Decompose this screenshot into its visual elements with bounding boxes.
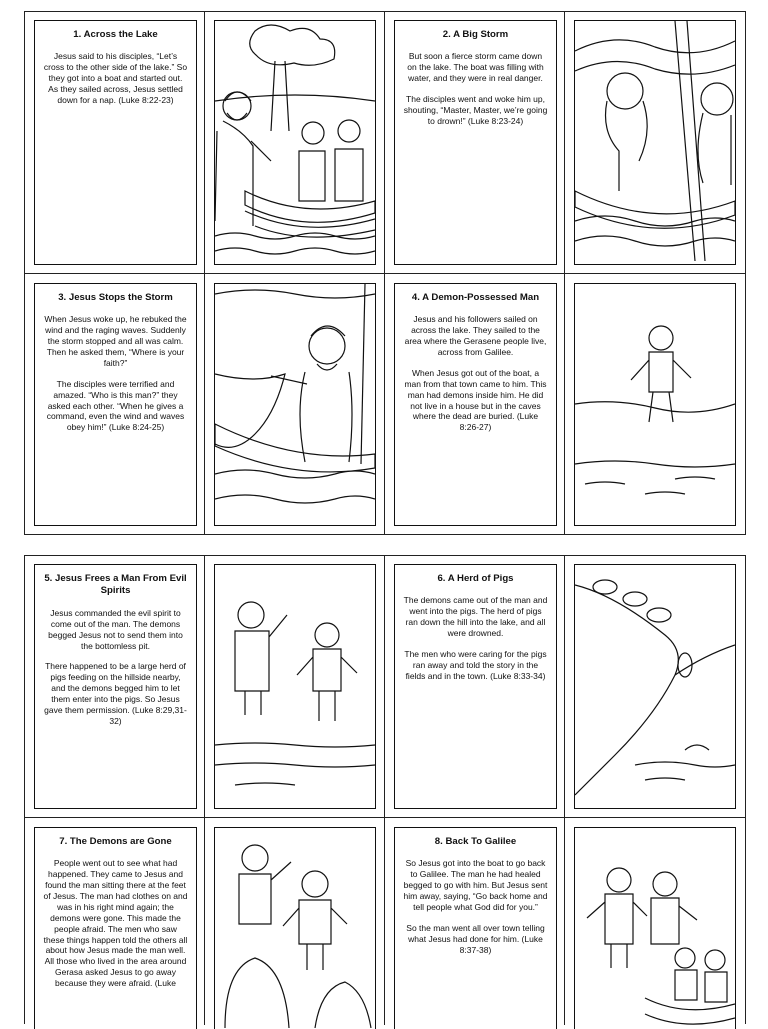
card-4-illustration — [574, 283, 736, 526]
card-paragraph: The men who were caring for the pigs ran away and told the story in the fields and in the town. (Luke 8:33-34) — [404, 648, 547, 681]
card-title: 2. A Big Storm — [442, 29, 509, 40]
card-paragraph: The demons came out of the man and went into the pigs. The herd of pigs ran down the hill into the lake, and all were drowned. — [403, 595, 548, 639]
cell-picture-2 — [565, 12, 745, 274]
cell-picture-4 — [565, 274, 745, 534]
card-title: 5. Jesus Frees a Man From Evil Spirits — [44, 573, 187, 597]
card-paragraph: There happened to be a large herd of pigs feeding on the hillside nearby, and the demons begged him to let them enter into the pigs. So Jesus gave them permission. (Luke 8:29,31-32) — [44, 661, 187, 726]
card-paragraph: The disciples went and woke him up, shouting, “Master, Master, we’re going to drown!” (Luke 8:23-24) — [403, 94, 548, 126]
cell-text-8 — [385, 818, 565, 1025]
card-5-illustration — [214, 564, 376, 809]
card-title: 4. A Demon-Possessed Man — [411, 292, 540, 303]
cell-picture-3 — [205, 274, 385, 534]
card-7-illustration — [214, 827, 376, 1029]
card-7-text — [34, 827, 197, 1029]
cell-text-6 — [385, 556, 565, 818]
cell-text-4 — [385, 274, 565, 534]
sheet-top — [24, 11, 746, 535]
card-title: 1. Across the Lake — [73, 29, 158, 40]
card-2-text — [394, 20, 557, 265]
card-6-illustration — [574, 564, 736, 809]
card-paragraph: Jesus said to his disciples, “Let’s cross to the other side of the lake.” So they got into a boat and started out. As they sailed across, Jesus settled down for a nap. (Luke 8:22-23) — [43, 51, 188, 105]
card-paragraph: The disciples were terrified and amazed. “Who is this man?” they asked each other. “When he gives a command, even the wind and waves obey him!” (Luke 8:24-25) — [46, 378, 185, 433]
cell-picture-8 — [565, 818, 745, 1025]
card-1-text — [34, 20, 197, 265]
card-4-text — [394, 283, 557, 526]
sheet-bottom — [24, 555, 746, 1024]
cell-picture-5 — [205, 556, 385, 818]
card-title: 8. Back To Galilee — [434, 836, 517, 847]
card-paragraph: When Jesus woke up, he rebuked the wind and the raging waves. Suddenly the storm stopped and all was calm. Then he asked them, “Where is your faith?” — [44, 314, 187, 368]
card-paragraph: When Jesus got out of the boat, a man from that town came to him. This man had demons inside him. He did not live in a house but in the caves where the dead are buried. (Luke 8:26-27) — [404, 367, 547, 433]
cell-picture-1 — [205, 12, 385, 274]
card-paragraph: People went out to see what had happened. They came to Jesus and found the man sitting there at the feet of Jesus. The man had clothes on and was in his right mind again; the demons were gone. This made the people afraid. The men who saw these things happen told the others all about how Jesus made the man well. All those who lived in the area around Gerasa asked Jesus to go away because they were afraid. (Luke — [43, 858, 188, 989]
card-6-text — [394, 564, 557, 809]
card-2-illustration — [574, 20, 736, 265]
card-paragraph: So Jesus got into the boat to go back to Galilee. The man he had healed begged to go with him. But Jesus sent him away, saying, “Go back home and tell people what God did for you.” — [403, 858, 548, 912]
card-paragraph: Jesus commanded the evil spirit to come out of the man. The demons begged Jesus not to send them into the bottomless pit. — [48, 607, 183, 651]
card-paragraph: So the man went all over town telling what Jesus had done for him. (Luke 8:37-38) — [406, 922, 545, 955]
cell-picture-7 — [205, 818, 385, 1025]
card-title: 6. A Herd of Pigs — [437, 573, 514, 584]
cell-text-5 — [25, 556, 205, 818]
card-title: 3. Jesus Stops the Storm — [58, 292, 173, 303]
card-8-illustration — [574, 827, 736, 1029]
cell-picture-6 — [565, 556, 745, 818]
card-3-illustration — [214, 283, 376, 526]
card-3-text — [34, 283, 197, 526]
card-paragraph: Jesus and his followers sailed on across the lake. They sailed to the area where the Gerasene people live, across from Galilee. — [404, 314, 547, 358]
cell-text-3 — [25, 274, 205, 534]
cell-text-2 — [385, 12, 565, 274]
card-5-text — [34, 564, 197, 809]
cell-text-7 — [25, 818, 205, 1025]
cell-text-1 — [25, 12, 205, 274]
card-1-illustration — [214, 20, 376, 265]
card-title: 7. The Demons are Gone — [59, 836, 172, 847]
card-paragraph: But soon a fierce storm came down on the lake. The boat was filling with water, and they were in real danger. — [407, 51, 544, 84]
card-8-text — [394, 827, 557, 1029]
